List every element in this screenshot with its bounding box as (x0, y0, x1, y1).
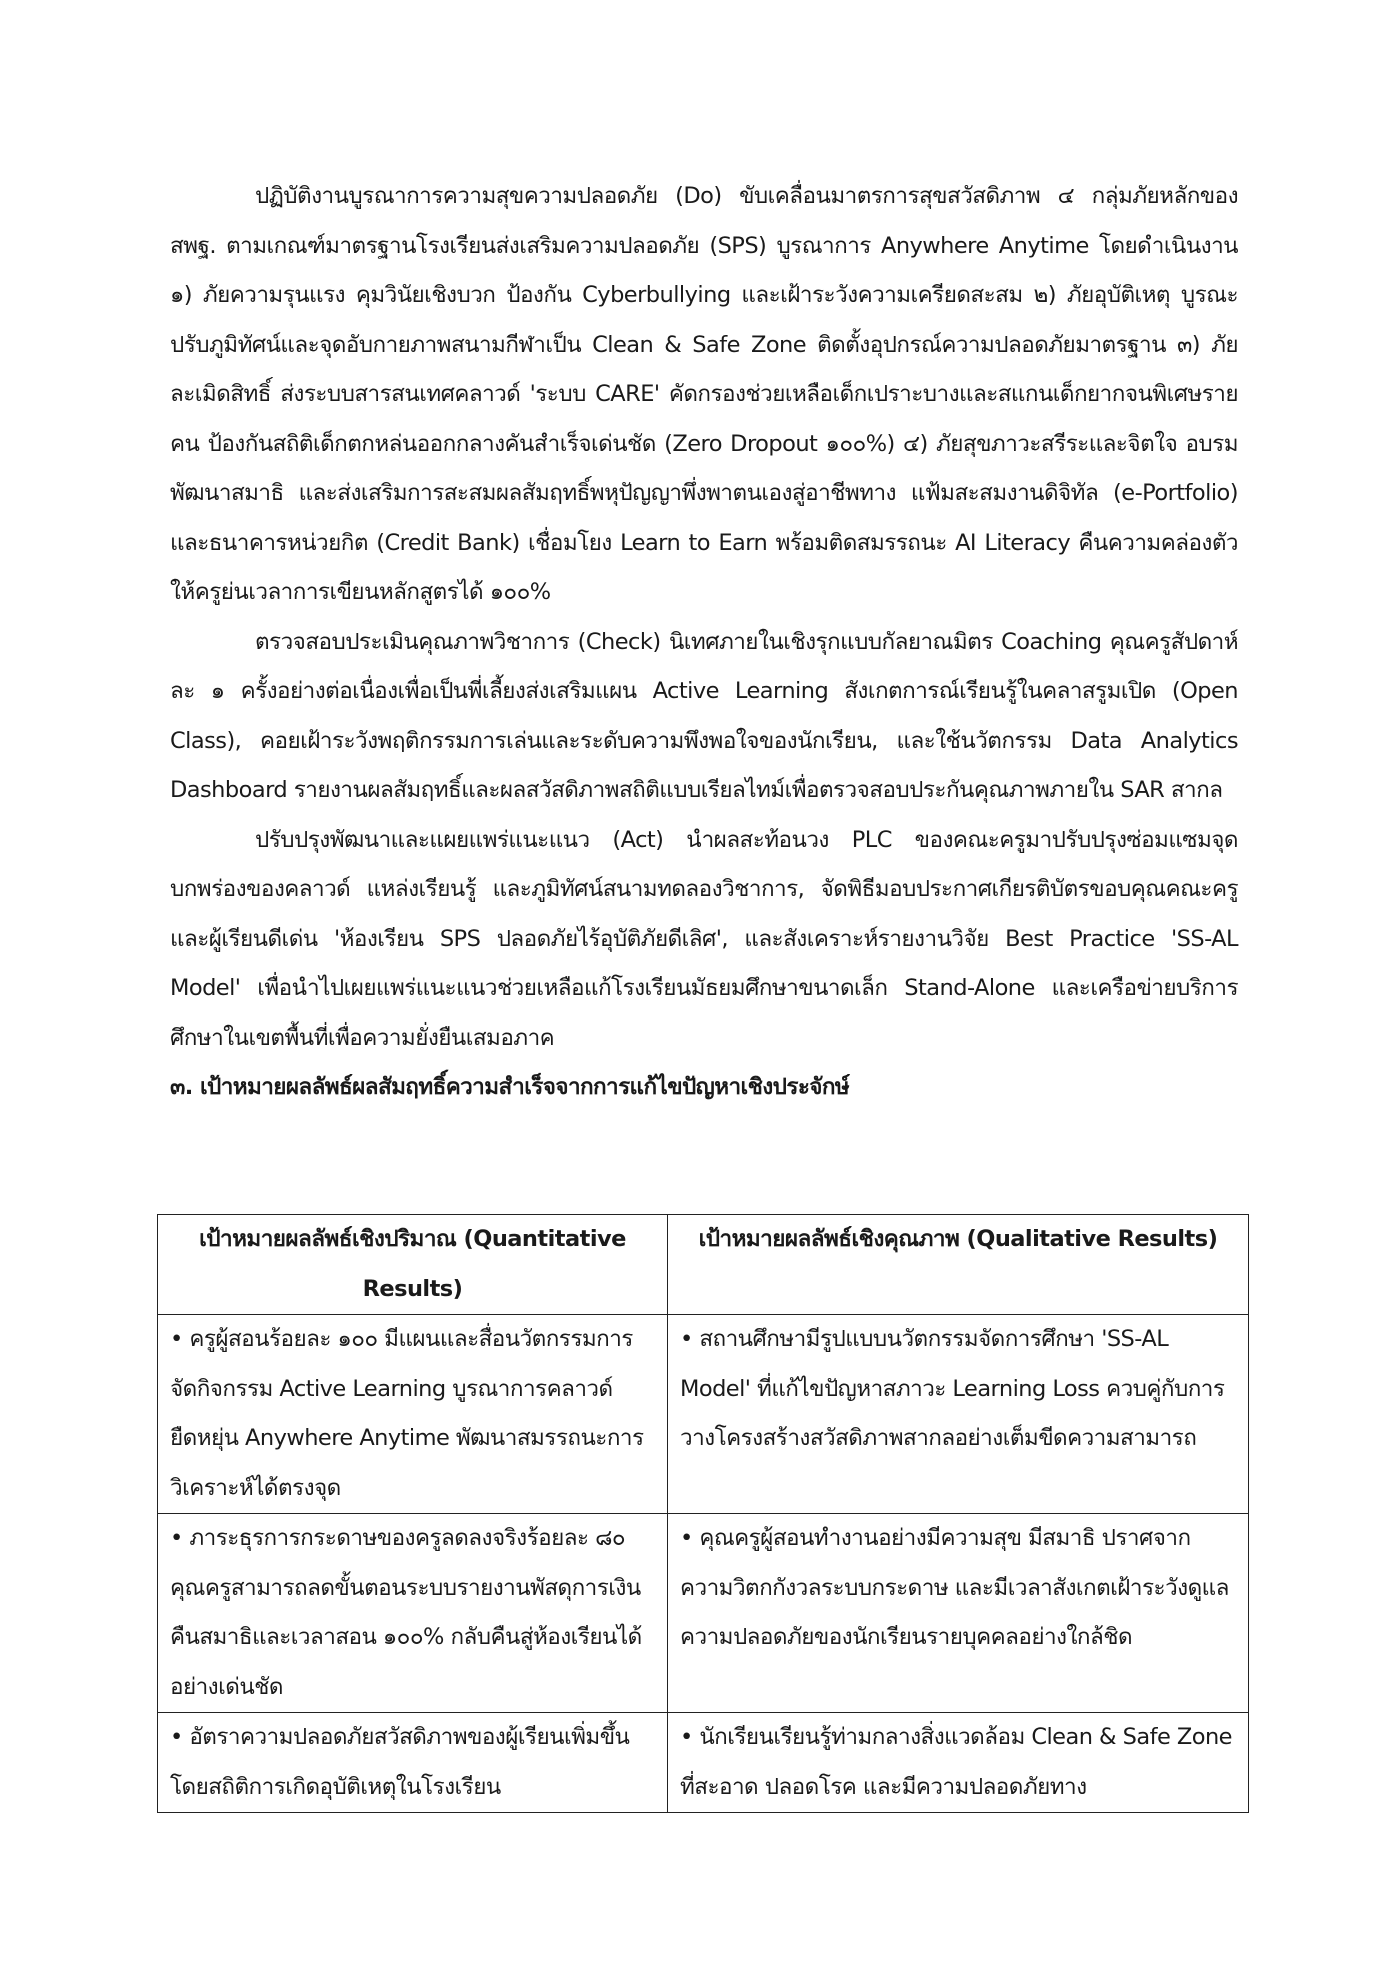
document-body (170, 172, 1238, 1113)
table-header-row (158, 1215, 1249, 1315)
results-table (157, 1214, 1249, 1813)
paragraph-act: ปรับปรุงพัฒนาและแผยแพร่แนะแนว (Act) นำผลสะท้อนวง PLC ของคณะครูมาปรับปรุงซ่อมแซมจุดบกพร่องของคลาวด์ แหล่งเรียนรู้ และภูมิทัศน์สนามทดลองวิชาการ, จัดพิธีมอบประกาศเกียรติบัตรขอบคุณคณะครูและผู้เรียนดีเด่น 'ห้องเรียน SPS ปลอดภัยไร้อุบัติภัยดีเลิศ', และสังเคราะห์รายงานวิจัย Best Practice 'SS-AL Model' เพื่อนำไปเผยแพร่แนะแนวช่วยเหลือแก้โรงเรียนมัธยมศึกษาขนาดเล็ก Stand-Alone และเครือข่ายบริการศึกษาในเขตพื้นที่เพื่อความยั่งยืนเสมอภาค (170, 826, 1238, 1051)
table-row (158, 1514, 1249, 1713)
qualitative-cell: • นักเรียนเรียนรู้ท่ามกลางสิ่งแวดล้อม Clean & Safe Zone ที่สะอาด ปลอดโรค และมีความปลอดภัยทาง (668, 1713, 1249, 1813)
quantitative-cell: • ครูผู้สอนร้อยละ ๑๐๐ มีแผนและสื่อนวัตกรรมการจัดกิจกรรม Active Learning บูรณาการคลาวด์ยืดหยุ่น Anywhere Anytime พัฒนาสมรรถนะการวิเคราะห์ได้ตรงจุด (158, 1315, 668, 1514)
quantitative-cell: • ภาระธุรการกระดาษของครูลดลงจริงร้อยละ ๘๐ คุณครูสามารถลดขั้นตอนระบบรายงานพัสดุการเงิน คืนสมาธิและเวลาสอน ๑๐๐% กลับคืนสู่ห้องเรียนได้อย่างเด่นชัด (158, 1514, 668, 1713)
paragraph-do: ปฏิบัติงานบูรณาการความสุขความปลอดภัย (Do) ขับเคลื่อนมาตรการสุขสวัสดิภาพ ๔ กลุ่มภัยหลักของ สพฐ. ตามเกณฑ์มาตรฐานโรงเรียนส่งเสริมความปลอดภัย (SPS) บูรณาการ Anywhere Anytime โดยดำเนินงาน ๑) ภัยความรุนแรง คุมวินัยเชิงบวก ป้องกัน Cyberbullying และเฝ้าระวังความเครียดสะสม ๒) ภัยอุบัติเหตุ บูรณะปรับภูมิทัศน์และจุดอับกายภาพสนามกีฬาเป็น Clean & Safe Zone ติดตั้งอุปกรณ์ความปลอดภัยมาตรฐาน ๓) ภัยละเมิดสิทธิ์ ส่งระบบสารสนเทศคลาวด์ 'ระบบ CARE' คัดกรองช่วยเหลือเด็กเปราะบางและสแกนเด็กยากจนพิเศษรายคน ป้องกันสถิติเด็กตกหล่นออกกลางคันสำเร็จเด่นชัด (Zero Dropout ๑๐๐%) ๔) ภัยสุขภาวะสรีระและจิตใจ อบรมพัฒนาสมาธิ และส่งเสริมการสะสมผลสัมฤทธิ์พหุปัญญาพึ่งพาตนเองสู่อาชีพทาง แฟ้มสะสมงานดิจิทัล (e-Portfolio) และธนาคารหน่วยกิต (Credit Bank) เชื่อมโยง Learn to Earn พร้อมติดสมรรถนะ AI Literacy คืนความคล่องตัวให้ครูย่นเวลาการเขียนหลักสูตรได้ ๑๐๐% (170, 183, 1238, 605)
table-row (158, 1713, 1249, 1813)
paragraph-check: ตรวจสอบประเมินคุณภาพวิชาการ (Check) นิเทศภายในเชิงรุกแบบกัลยาณมิตร Coaching คุณครูสัปดาห์ละ ๑ ครั้งอย่างต่อเนื่องเพื่อเป็นพี่เลี้ยงส่งเสริมแผน Active Learning สังเกตการณ์เรียนรู้ในคลาสรูมเปิด (Open Class), คอยเฝ้าระวังพฤติกรรมการเล่นและระดับความพึงพอใจของนักเรียน, และใช้นวัตกรรม Data Analytics Dashboard รายงานผลสัมฤทธิ์และผลสวัสดิภาพสถิติแบบเรียลไทม์เพื่อตรวจสอบประกันคุณภาพภายใน SAR สากล (170, 628, 1238, 803)
qualitative-cell: • สถานศึกษามีรูปแบบนวัตกรรมจัดการศึกษา 'SS-AL Model' ที่แก้ไขปัญหาสภาวะ Learning Loss ควบคู่กับการวางโครงสร้างสวัสดิภาพสากลอย่างเต็มขีดความสามารถ (668, 1315, 1249, 1514)
qualitative-cell: • คุณครูผู้สอนทำงานอย่างมีความสุข มีสมาธิ ปราศจากความวิตกกังวลระบบกระดาษ และมีเวลาสังเกตเฝ้าระวังดูแลความปลอดภัยของนักเรียนรายบุคคลอย่างใกล้ชิด (668, 1514, 1249, 1713)
quantitative-cell: • อัตราความปลอดภัยสวัสดิภาพของผู้เรียนเพิ่มขึ้น โดยสถิติการเกิดอุบัติเหตุในโรงเรียน (158, 1713, 668, 1813)
header-qualitative: เป้าหมายผลลัพธ์เชิงคุณภาพ (Qualitative Results) (668, 1215, 1249, 1315)
table-row (158, 1315, 1249, 1514)
header-quantitative: เป้าหมายผลลัพธ์เชิงปริมาณ (Quantitative Results) (158, 1215, 668, 1315)
section-heading: ๓. เป้าหมายผลลัพธ์ผลสัมฤทธิ์ความสำเร็จจากการแก้ไขปัญหาเชิงประจักษ์ (170, 1074, 850, 1100)
